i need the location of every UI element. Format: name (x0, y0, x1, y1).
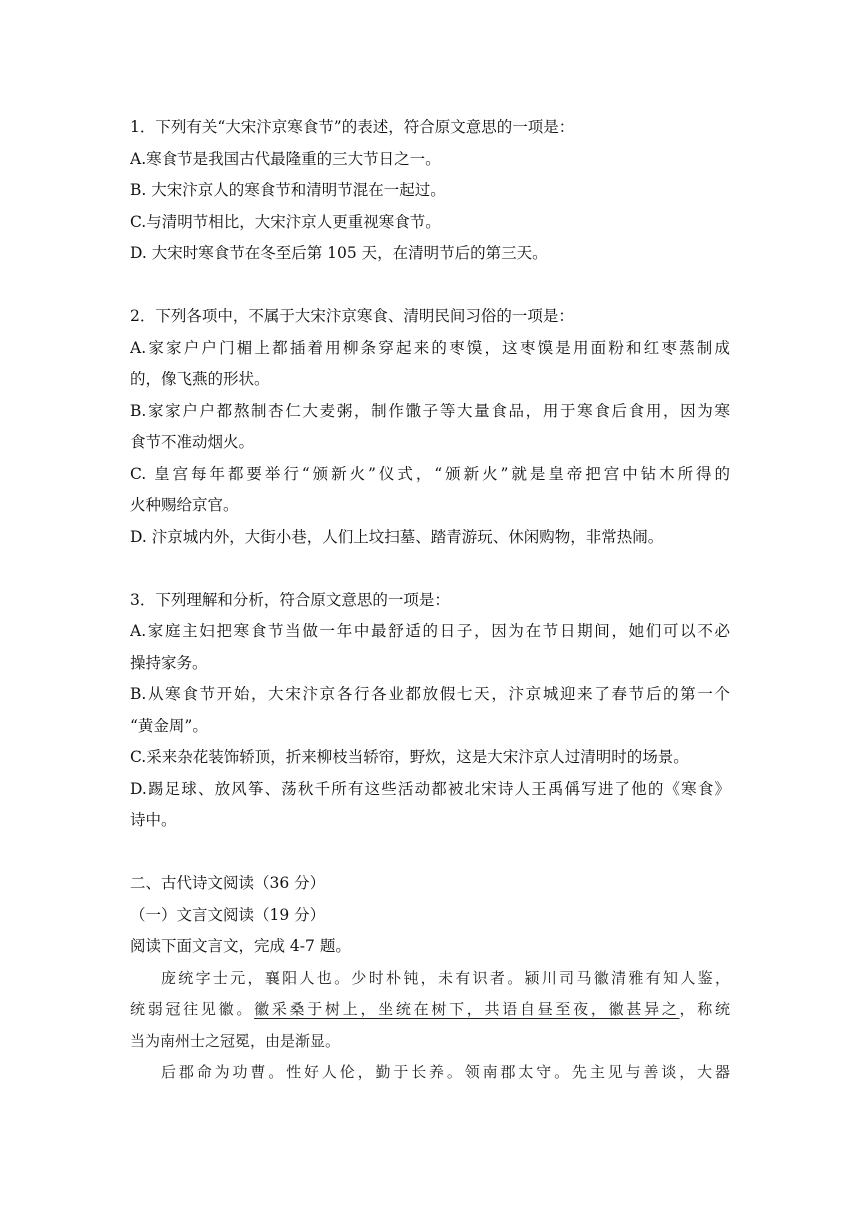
question-1-stem: 1．下列有关“大宋汴京寒食节”的表述，符合原文意思的一项是： (130, 118, 575, 136)
question-1-option-c: C.与清明节相比，大宋汴京人更重视寒食节。 (130, 212, 441, 231)
question-3-option-c: C.采来杂花装饰轿顶，折来柳枝当轿帘，野炊，这是大宋汴京人过清明时的场景。 (130, 748, 689, 766)
section-instruction: 阅读下面文言文，完成 4-7 题。 (130, 937, 351, 955)
spacer (130, 270, 730, 302)
passage-paragraph-1-line-3: 当为南州士之冠冕，由是渐显。 (130, 1031, 341, 1050)
spacer (130, 553, 730, 585)
question-2-option-b-line-1: B.家家户户都熬制杏仁大麦粥，制作馓子等大量食品，用于寒食后食用，因为寒 (130, 401, 730, 420)
question-1-option-d: D. 大宋时寒食节在冬至后第 105 天，在清明节后的第三天。 (130, 244, 548, 262)
question-2-stem: 2．下列各项中，不属于大宋汴京寒食、清明民间习俗的一项是： (130, 307, 574, 325)
section-subtitle: （一）文言文阅读（19 分） (130, 905, 326, 924)
question-2-option-a-line-2: 的，像飞燕的形状。 (130, 370, 270, 388)
question-1-option-b: B. 大宋汴京人的寒食节和清明节混在一起过。 (130, 181, 446, 199)
question-3-option-a-line-2: 操持家务。 (130, 653, 208, 672)
question-3-option-d-line-2: 诗中。 (130, 811, 177, 829)
passage-paragraph-1-line-1: 庞统字士元，襄阳人也。少时朴钝，未有识者。颍川司马徽清雅有知人鉴， (161, 968, 730, 987)
question-2-option-c-line-1: C. 皇宫每年都要举行“颁新火”仪式，“颁新火”就是皇帝把宫中钻木所得的 (130, 464, 730, 483)
section-title: 二、古代诗文阅读（36 分） (130, 874, 326, 892)
question-3-option-b-line-1: B.从寒食节开始，大宋汴京各行各业都放假七天，汴京城迎来了春节后的第一个 (130, 685, 730, 703)
question-3-option-a-line-1: A.家庭主妇把寒食节当做一年中最舒适的日子，因为在节日期间，她们可以不必 (130, 622, 730, 640)
passage-paragraph-1-line-2 (130, 994, 730, 1026)
question-2-option-d: D. 汴京城内外，大街小巷，人们上坟扫墓、踏青游玩、休闲购物，非常热闹。 (130, 527, 664, 546)
spacer (130, 837, 730, 869)
question-1-option-a: A.寒食节是我国古代最隆重的三大节日之一。 (130, 149, 441, 168)
question-3-stem: 3．下列理解和分析，符合原文意思的一项是： (130, 590, 450, 609)
passage-text: 统弱冠往见徽。 (130, 1000, 255, 1018)
exam-page (130, 112, 730, 1089)
question-2-option-a-line-1: A.家家户户门楣上都插着用柳条穿起来的枣馍，这枣馍是用面粉和红枣蒸制成 (130, 338, 730, 357)
underlined-sentence: 徽采桑于树上，坐统在树下，共语自昼至夜，徽甚异之 (254, 1000, 680, 1018)
question-2-option-b-line-2: 食节不准动烟火。 (130, 433, 255, 451)
question-3-option-b-line-2: “黄金周”。 (130, 716, 208, 735)
question-2-option-c-line-2: 火种赐给京官。 (130, 496, 239, 514)
passage-paragraph-2-line-1: 后郡命为功曹。性好人伦，勤于长养。领南郡太守。先主见与善谈，大器 (161, 1063, 730, 1081)
passage-text: ，称统 (679, 1000, 730, 1018)
question-3-option-d-line-1: D.踢足球、放风筝、荡秋千所有这些活动都被北宋诗人王禹偁写进了他的《寒食》 (130, 779, 730, 798)
